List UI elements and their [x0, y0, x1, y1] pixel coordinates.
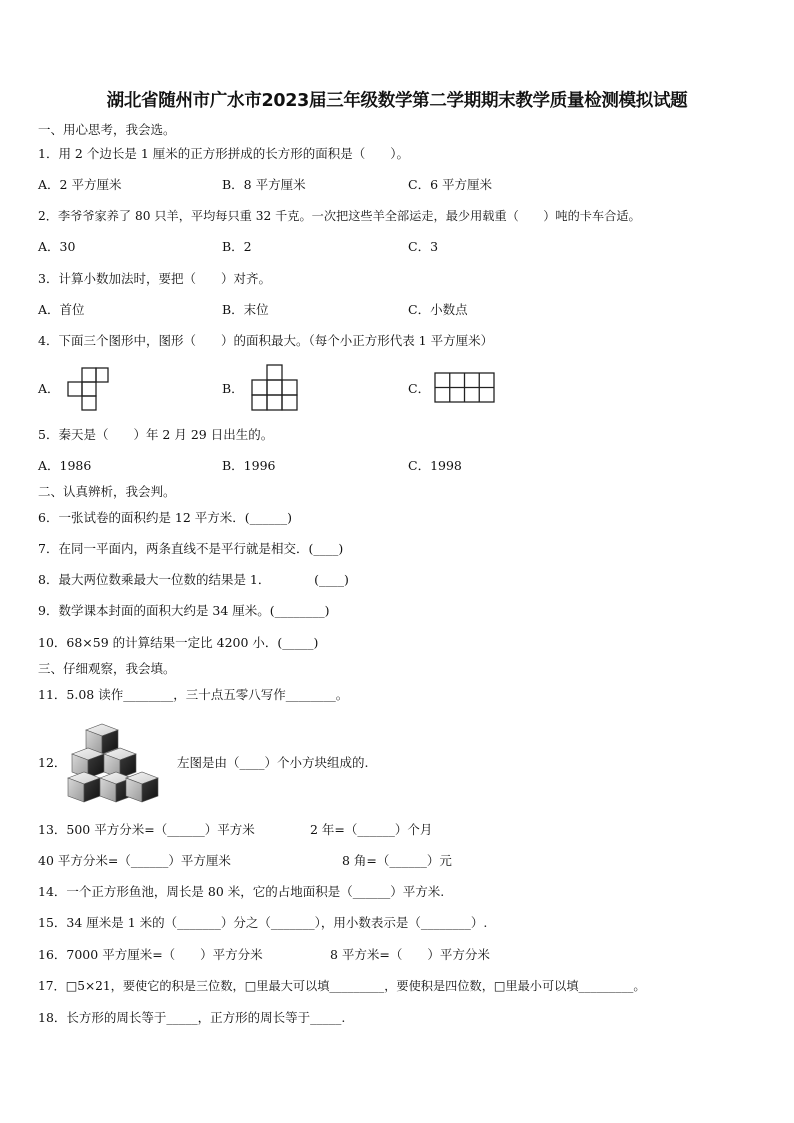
- section-heading-3: 三、仔细观察，我会填。: [38, 661, 176, 676]
- question-16-part-b: 8 平方米=（ ）平方分米: [330, 947, 490, 962]
- question-18: 18．长方形的周长等于_____，正方形的周长等于_____.: [38, 1010, 346, 1025]
- q2-option-b: B．2: [222, 239, 252, 254]
- q2-option-c: C．3: [408, 239, 439, 254]
- question-6: 6．一张试卷的面积约是 12 平方米．(______): [38, 510, 293, 525]
- section-heading-1: 一、用心思考，我会选。: [38, 122, 176, 137]
- q5-option-c: C．1998: [408, 458, 462, 473]
- q1-option-a: A．2 平方厘米: [38, 177, 122, 192]
- question-1: 1．用 2 个边长是 1 厘米的正方形拼成的长方形的面积是（ ）。: [38, 146, 410, 161]
- q4-option-c: C．: [408, 381, 431, 396]
- question-12-number: 12．: [38, 755, 67, 770]
- question-4: 4．下面三个图形中，图形（ ）的面积最大。（每个小正方形代表 1 平方厘米）: [38, 333, 494, 348]
- q4-figure-a: [66, 367, 110, 411]
- q4-figure-b: [251, 364, 299, 412]
- q2-option-a: A．30: [38, 239, 76, 254]
- question-3: 3．计算小数加法时，要把（ ）对齐。: [38, 271, 271, 286]
- q4-option-b: B．: [222, 381, 244, 396]
- q5-option-b: B．1996: [222, 458, 276, 473]
- q5-option-a: A．1986: [38, 458, 92, 473]
- q1-option-c: C．6 平方厘米: [408, 177, 492, 192]
- stacked-cubes-figure: [66, 722, 160, 810]
- question-11: 11．5.08 读作________，三十点五零八写作________。: [38, 687, 349, 702]
- q3-option-c: C．小数点: [408, 302, 468, 317]
- question-7: 7．在同一平面内，两条直线不是平行就是相交．(____): [38, 541, 344, 556]
- q4-figure-c: [434, 372, 496, 404]
- q4-option-a: A．: [38, 381, 60, 396]
- question-10: 10．68×59 的计算结果一定比 4200 小．(_____): [38, 635, 319, 650]
- question-8: 8．最大两位数乘最大一位数的结果是 1． (____): [38, 572, 349, 587]
- question-13-part-d: 8 角=（______）元: [342, 853, 452, 868]
- section-heading-2: 二、认真辨析，我会判。: [38, 484, 176, 499]
- question-5: 5．秦天是（ ）年 2 月 29 日出生的。: [38, 427, 274, 442]
- question-13-part-a: 13．500 平方分米=（______）平方米: [38, 822, 255, 837]
- page-title: 湖北省随州市广水市2023届三年级数学第二学期期末教学质量检测模拟试题: [106, 91, 688, 111]
- question-16-part-a: 16．7000 平方厘米=（ ）平方分米: [38, 947, 263, 962]
- question-2: 2．李爷爷家养了 80 只羊，平均每只重 32 千克。一次把这些羊全部运走，最少用载重（ ）吨的卡车合适。: [38, 209, 641, 223]
- question-13-part-b: 2 年=（______）个月: [310, 822, 433, 837]
- q3-option-b: B．末位: [222, 302, 269, 317]
- question-9: 9．数学课本封面的面积大约是 34 厘米。(________): [38, 603, 330, 618]
- question-17: 17．□5×21，要使它的积是三位数，□里最大可以填_________，要使积是四位数，□里最小可以填_________。: [38, 979, 646, 993]
- question-13-part-c: 40 平方分米=（______）平方厘米: [38, 853, 231, 868]
- q3-option-a: A．首位: [38, 302, 85, 317]
- question-12: 左图是由（____）个小方块组成的.: [177, 755, 369, 770]
- question-14: 14．一个正方形鱼池，周长是 80 米，它的占地面积是（______）平方米.: [38, 884, 445, 899]
- q1-option-b: B．8 平方厘米: [222, 177, 306, 192]
- question-15: 15．34 厘米是 1 米的（_______）分之（_______），用小数表示是（________）.: [38, 915, 488, 930]
